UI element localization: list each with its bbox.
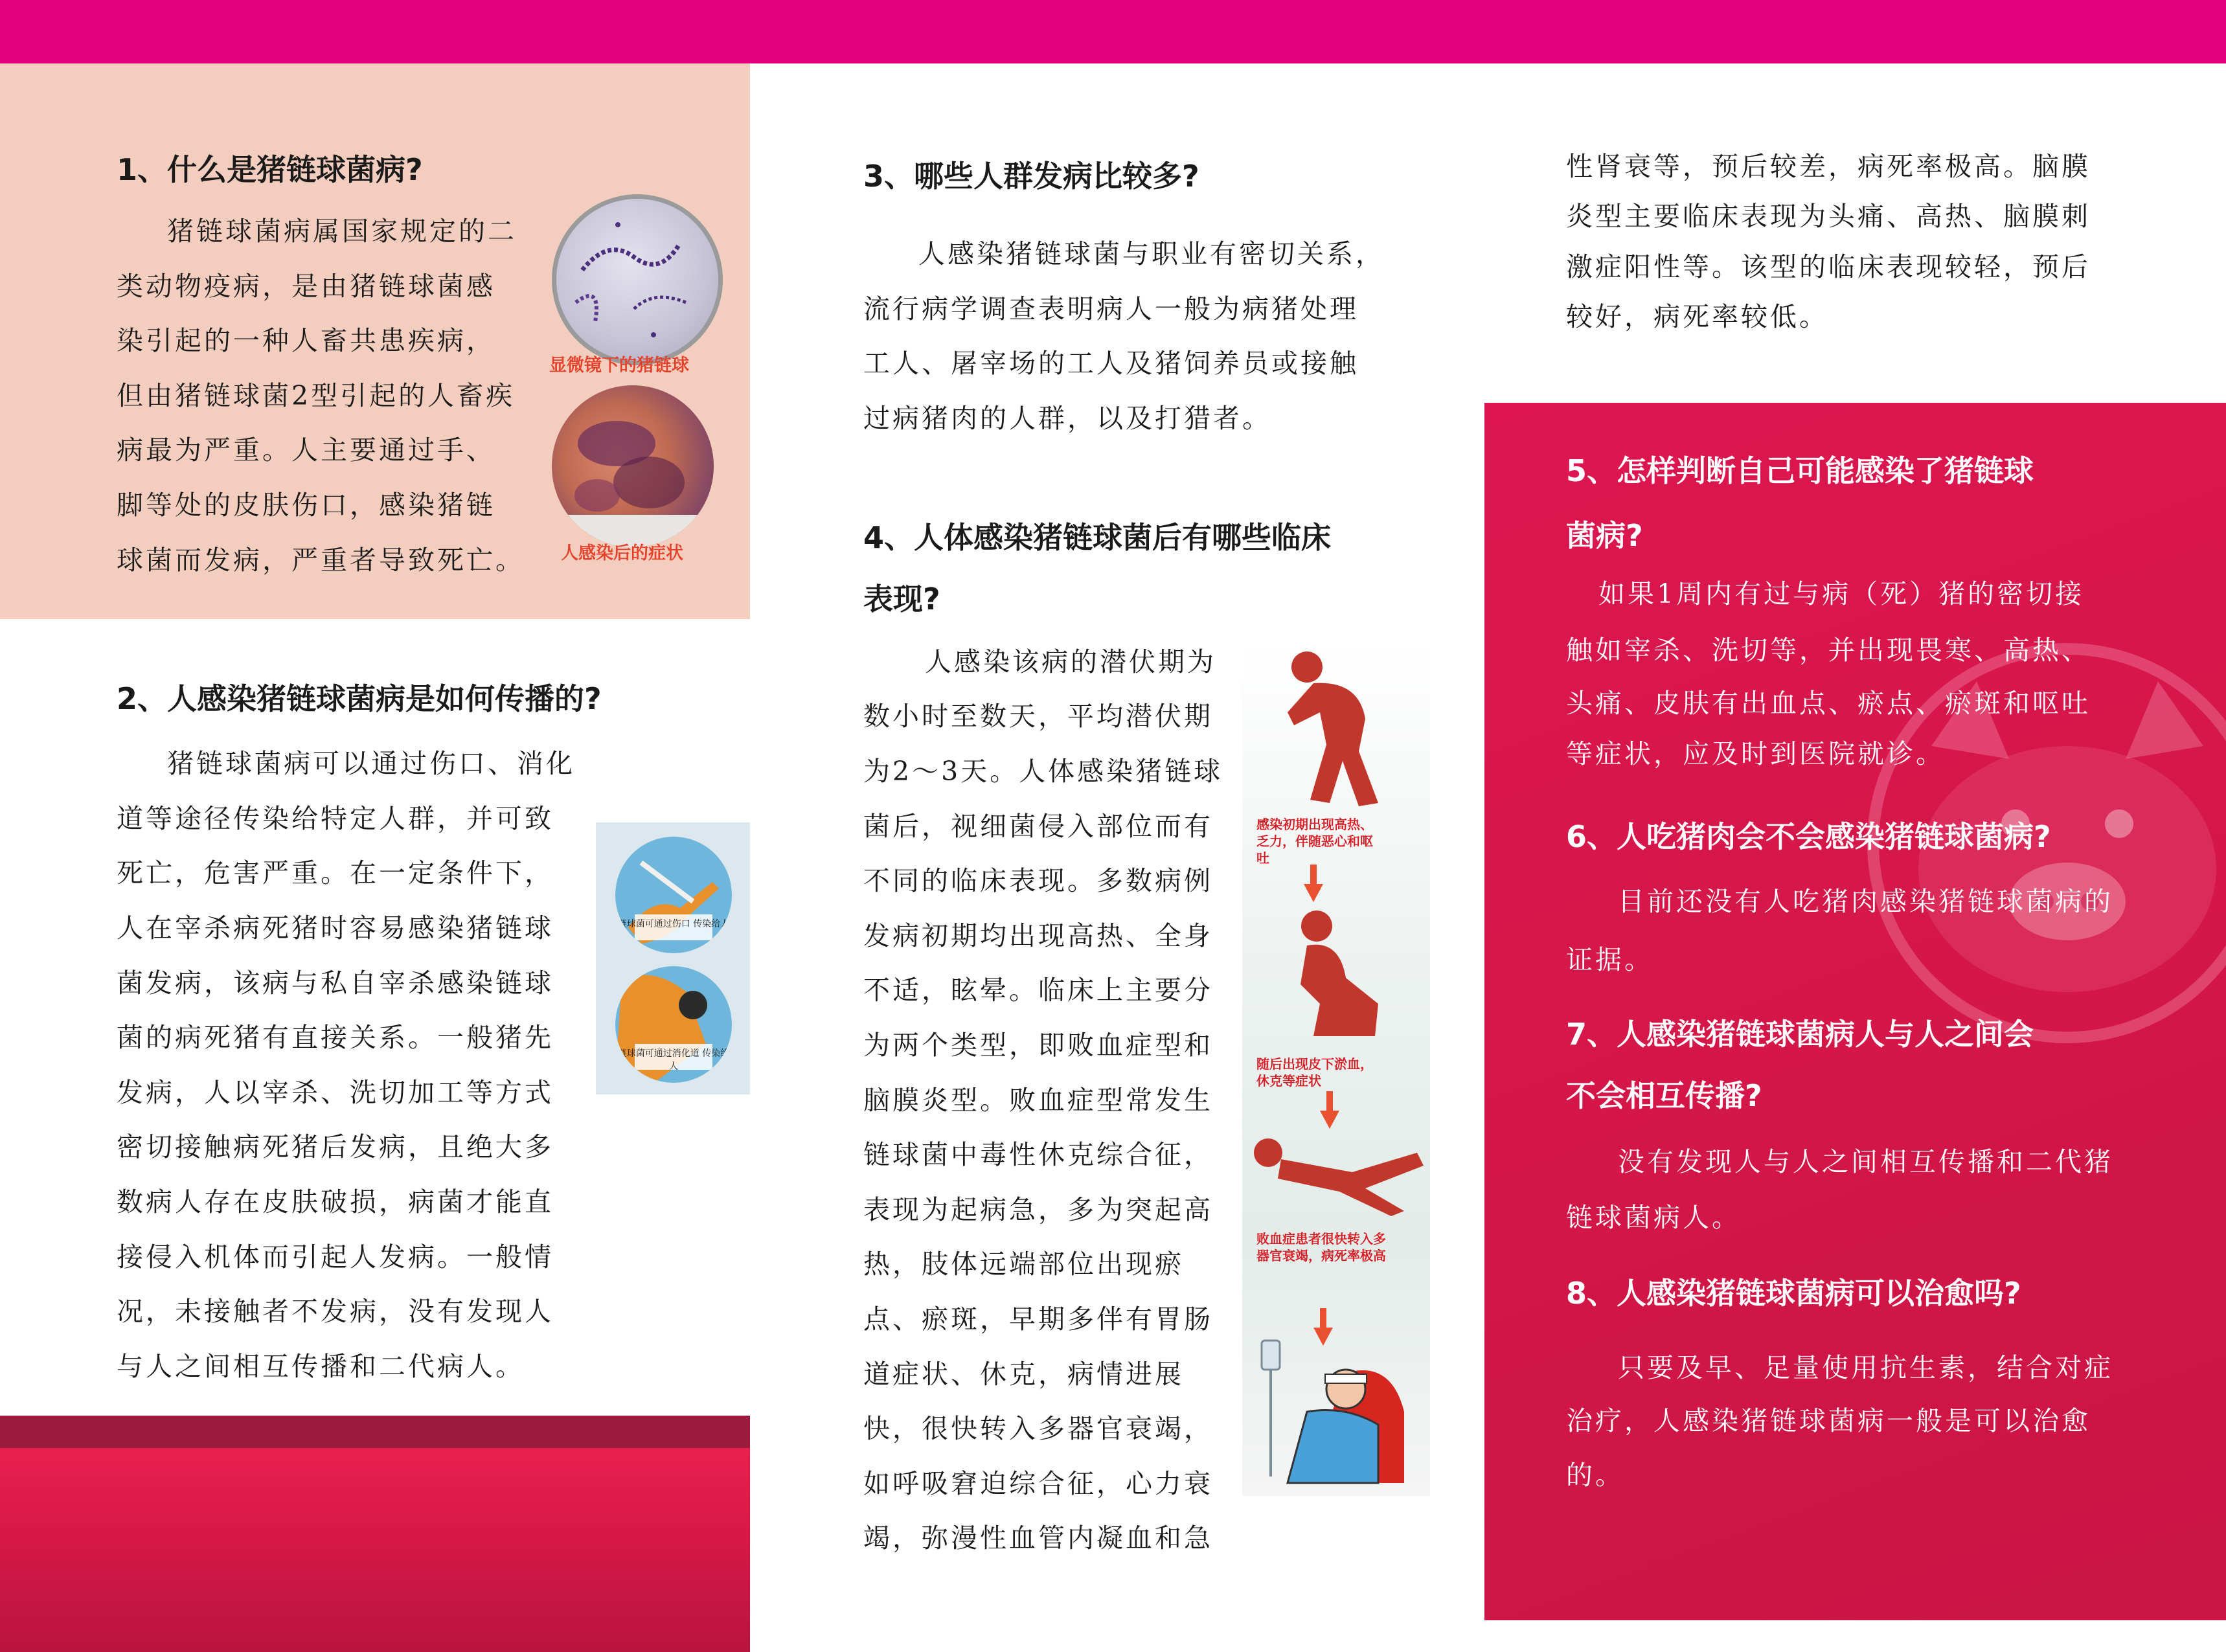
- text-line: 菌发病，该病与私自宰杀感染链球: [117, 967, 554, 999]
- text-line: 死亡，危害严重。在一定条件下，: [117, 857, 554, 888]
- illus-caption-digestive: 链球菌可通过消化道 传染给人: [617, 1048, 730, 1072]
- text-line: 密切接触病死猪后发病，且绝大多: [117, 1131, 554, 1162]
- text-line: 过病猪肉的人群，以及打猎者。: [863, 403, 1271, 434]
- text-line: 点、瘀斑，早期多伴有胃肠: [863, 1304, 1213, 1335]
- text-line: 不同的临床表现。多数病例: [863, 865, 1213, 896]
- text-line: 快，很快转入多器官衰竭，: [863, 1413, 1213, 1444]
- text-line: 表现为起病急，多为突起高: [863, 1194, 1213, 1225]
- fig-caption-3: 败血症患者很快转入多器官衰竭，病死率极高: [1256, 1231, 1386, 1263]
- text-line: 数小时至数天，平均潜伏期: [863, 701, 1213, 732]
- text-line: 热，肢体远端部位出现瘀: [863, 1249, 1184, 1280]
- text-line: 不适，眩晕。临床上主要分: [863, 975, 1213, 1006]
- section5-title-line: 5、怎样判断自己可能感染了猪链球: [1566, 453, 2034, 488]
- text-line: 况，未接触者不发病，没有发现人: [117, 1296, 554, 1327]
- illus-caption-wound: 链球菌可通过伤口 传染给人: [617, 919, 730, 929]
- down-arrow-icon: [1304, 865, 1323, 903]
- section3-title: 3、哪些人群发病比较多?: [863, 159, 1199, 194]
- text-line: 炎型主要临床表现为头痛、高热、脑膜刺: [1566, 201, 2091, 232]
- text-line: 但由猪链球菌2型引起的人畜疾: [117, 380, 516, 411]
- text-line: 脚等处的皮肤伤口，感染猪链: [117, 490, 495, 521]
- section4-title-line: 表现?: [863, 582, 940, 617]
- text-line: 激症阳性等。该型的临床表现较轻，预后: [1566, 251, 2091, 282]
- text-line: 染引起的一种人畜共患疾病，: [117, 325, 495, 356]
- text-line: 目前还没有人吃猪肉感染猪链球菌病的: [1618, 886, 2113, 917]
- section4-title-line: 4、人体感染猪链球菌后有哪些临床: [863, 520, 1332, 555]
- text-line: 接侵入机体而引起人发病。一般情: [117, 1241, 554, 1273]
- transmission-illustration: [596, 822, 750, 1094]
- text-line: 猪链球菌病可以通过伤口、消化: [167, 748, 575, 779]
- microscope-caption: 显微镜下的猪链球: [549, 356, 689, 376]
- section6-title: 6、人吃猪肉会不会感染猪链球菌病?: [1566, 819, 2051, 854]
- text-line: 猪链球菌病属国家规定的二: [167, 216, 517, 247]
- text-line: 治疗，人感染猪链球菌病一般是可以治愈: [1566, 1405, 2091, 1436]
- section1-title: 1、什么是猪链球菌病?: [117, 152, 423, 187]
- sick-person-figure: [1268, 648, 1398, 809]
- text-line: 链球菌中毒性休克综合征，: [863, 1139, 1213, 1170]
- section7-title-line: 不会相互传播?: [1566, 1078, 1762, 1113]
- bottom-band: [0, 1448, 750, 1652]
- down-arrow-icon: [1320, 1091, 1339, 1130]
- text-line: 菌后，视细菌侵入部位而有: [863, 811, 1213, 842]
- fig-caption-2: 随后出现皮下淤血，休克等症状: [1256, 1056, 1373, 1089]
- text-line: 人感染该病的潜伏期为: [925, 646, 1216, 677]
- text-line: 只要及早、足量使用抗生素，结合对症: [1618, 1352, 2113, 1383]
- symptom-caption: 人感染后的症状: [561, 543, 683, 563]
- text-line: 性肾衰等，预后较差，病死率极高。脑膜: [1566, 151, 2091, 182]
- text-line: 流行病学调查表明病人一般为病猪处理: [863, 293, 1359, 324]
- text-line: 数病人存在皮肤破损，病菌才能直: [117, 1186, 554, 1217]
- text-line: 人在宰杀病死猪时容易感染猪链球: [117, 912, 554, 944]
- knife-hand-image: [615, 837, 732, 953]
- text-line: 人感染猪链球菌与职业有密切关系，: [918, 238, 1385, 269]
- text-line: 与人之间相互传播和二代病人。: [117, 1351, 525, 1382]
- text-line: 头痛、皮肤有出血点、瘀点、瘀斑和呕吐: [1566, 688, 2091, 719]
- text-line: 链球菌病人。: [1566, 1202, 1741, 1233]
- wound-transmission-image: [615, 837, 732, 953]
- text-line: 较好，病死率较低。: [1566, 301, 1828, 332]
- text-line: 菌的病死猪有直接关系。一般猪先: [117, 1022, 554, 1053]
- text-line: 触如宰杀、洗切等，并出现畏寒、高热、: [1566, 635, 2091, 666]
- section7-title-line: 7、人感染猪链球菌病人与人之间会: [1566, 1017, 2034, 1052]
- section5-title-line: 菌病?: [1566, 518, 1643, 553]
- microscope-image: [552, 194, 723, 365]
- text-line: 竭，弥漫性血管内凝血和急: [863, 1522, 1213, 1554]
- text-line: 证据。: [1566, 944, 1653, 975]
- text-line: 如呼吸窘迫综合征，心力衰: [863, 1468, 1213, 1499]
- text-line: 如果1周内有过与病（死）猪的密切接: [1598, 578, 2085, 609]
- section2-title: 2、人感染猪链球菌病是如何传播的?: [117, 681, 602, 716]
- text-line: 为2～3天。人体感染猪链球: [863, 756, 1223, 787]
- bacteria-chain-image: [556, 199, 718, 361]
- text-line: 类动物疫病，是由猪链球菌感: [117, 271, 495, 302]
- text-line: 脑膜炎型。败血症型常发生: [863, 1085, 1213, 1116]
- crouching-person-figure: [1281, 907, 1385, 1043]
- symptom-image: [552, 385, 714, 547]
- text-line: 为两个类型，即败血症型和: [863, 1030, 1213, 1061]
- text-line: 没有发现人与人之间相互传播和二代猪: [1618, 1146, 2113, 1177]
- text-line: 发病初期均出现高热、全身: [863, 920, 1213, 951]
- section8-title: 8、人感染猪链球菌病可以治愈吗?: [1566, 1276, 2021, 1311]
- text-line: 球菌而发病，严重者导致死亡。: [117, 545, 525, 576]
- symptom-progression-illustration: [1242, 641, 1430, 1496]
- bottom-band-dark: [0, 1416, 750, 1448]
- skin-bruise-image: [552, 385, 714, 547]
- text-line: 病最为严重。人主要通过手、: [117, 435, 495, 466]
- text-line: 道症状、休克，病情进展: [863, 1359, 1184, 1390]
- text-line: 道等途径传染给特定人群，并可致: [117, 803, 554, 834]
- hospital-bed-image: [1249, 1334, 1417, 1489]
- digestive-transmission-image: [615, 966, 732, 1083]
- collapsing-person-figure: [1242, 1127, 1430, 1217]
- text-line: 发病，人以宰杀、洗切加工等方式: [117, 1077, 554, 1108]
- fig-caption-1: 感染初期出现高热、乏力，伴随恶心和呕吐: [1256, 817, 1373, 866]
- text-line: 工人、屠宰场的工人及猪饲养员或接触: [863, 348, 1359, 379]
- text-line: 的。: [1566, 1460, 1624, 1491]
- text-line: 等症状，应及时到医院就诊。: [1566, 738, 1945, 769]
- top-color-bar: [0, 0, 2226, 63]
